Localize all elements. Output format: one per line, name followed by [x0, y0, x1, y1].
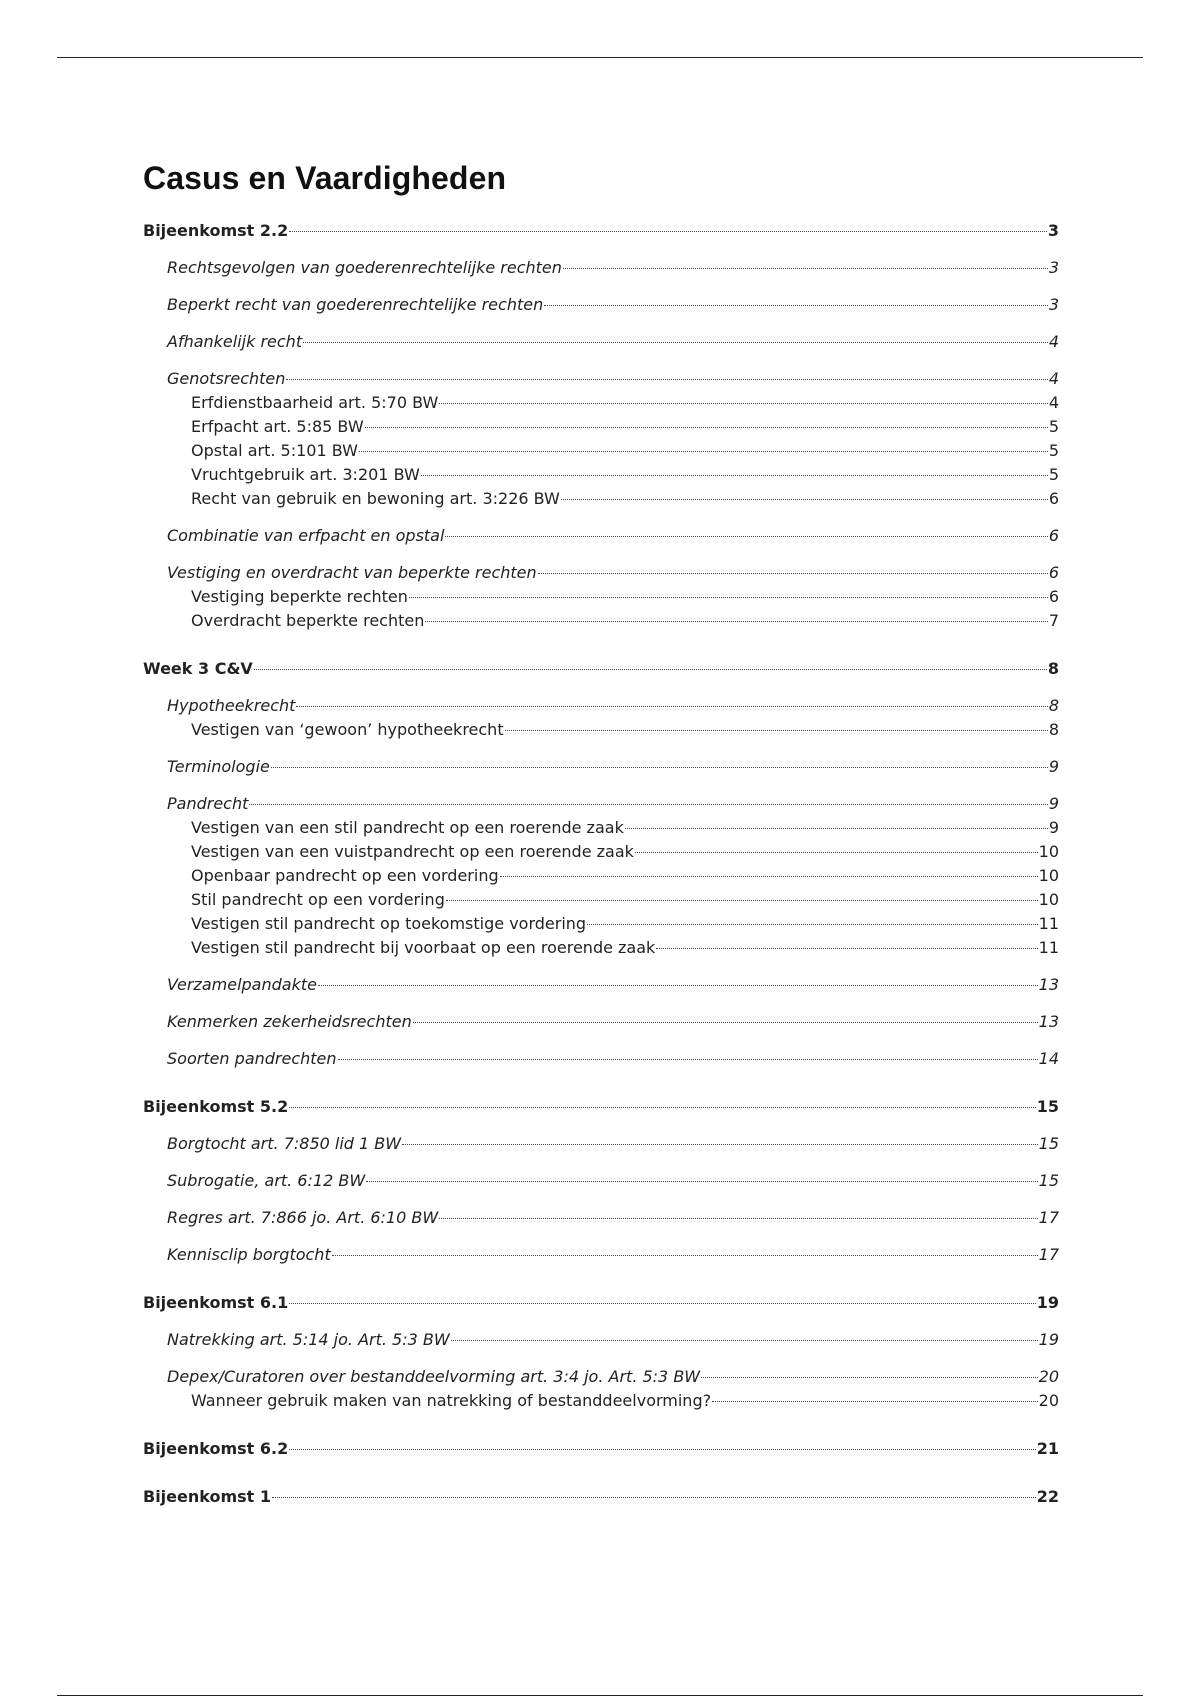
toc-dot-leader — [446, 900, 1038, 901]
toc-entry-level-2[interactable] — [143, 755, 1059, 779]
toc-entry-label: Recht van gebruik en bewoning art. 3:226 BW — [191, 489, 560, 508]
toc-entry-level-2[interactable] — [143, 1169, 1059, 1193]
toc-dot-leader — [359, 451, 1048, 452]
toc-entry-label: Kennisclip borgtocht — [167, 1245, 331, 1264]
toc-entry-label: Erfpacht art. 5:85 BW — [191, 417, 364, 436]
toc-entry-label: Afhankelijk recht — [167, 332, 303, 351]
toc-entry-label: Opstal art. 5:101 BW — [191, 441, 358, 460]
toc-dot-leader — [425, 621, 1047, 622]
toc-entry-level-3[interactable] — [143, 439, 1059, 463]
toc-dot-leader — [271, 767, 1048, 768]
toc-dot-leader — [365, 427, 1048, 428]
toc-entry-page-number: 19 — [1038, 1330, 1059, 1349]
toc-dot-leader — [538, 573, 1048, 574]
toc-entry-label: Pandrecht — [167, 794, 249, 813]
toc-entry-label: Beperkt recht van goederenrechtelijke rechten — [167, 295, 544, 314]
toc-entry-level-3[interactable] — [143, 816, 1059, 840]
toc-entry-level-2[interactable] — [143, 1243, 1059, 1267]
toc-dot-leader — [587, 924, 1038, 925]
toc-entry-level-3[interactable] — [143, 1389, 1059, 1413]
toc-entry-level-2[interactable] — [143, 973, 1059, 997]
footer-rule — [57, 1695, 1143, 1696]
toc-dot-leader — [563, 268, 1048, 269]
toc-entry-page-number: 9 — [1048, 794, 1059, 813]
toc-entry-page-number: 7 — [1048, 611, 1059, 630]
toc-entry-label: Rechtsgevolgen van goederenrechtelijke rechten — [167, 258, 562, 277]
toc-entry-page-number: 21 — [1036, 1439, 1059, 1458]
toc-dot-leader — [409, 597, 1048, 598]
toc-entry-label: Week 3 C&V — [143, 659, 253, 678]
toc-dot-leader — [625, 828, 1048, 829]
toc-entry-level-2[interactable] — [143, 367, 1059, 391]
toc-dot-leader — [413, 1022, 1038, 1023]
toc-entry-page-number: 5 — [1048, 417, 1059, 436]
toc-dot-leader — [439, 1218, 1037, 1219]
toc-dot-leader — [289, 231, 1047, 232]
toc-dot-leader — [445, 536, 1047, 537]
toc-entry-level-3[interactable] — [143, 585, 1059, 609]
toc-entry-label: Borgtocht art. 7:850 lid 1 BW — [167, 1134, 402, 1153]
toc-entry-level-3[interactable] — [143, 840, 1059, 864]
toc-entry-level-3[interactable] — [143, 718, 1059, 742]
toc-entry-page-number: 10 — [1038, 890, 1059, 909]
toc-dot-leader — [289, 1303, 1036, 1304]
toc-dot-leader — [500, 876, 1038, 877]
toc-entry-level-2[interactable] — [143, 792, 1059, 816]
toc-entry-label: Combinatie van erfpacht en opstal — [167, 526, 445, 545]
toc-entry-page-number: 15 — [1036, 1097, 1059, 1116]
toc-entry-page-number: 9 — [1048, 818, 1059, 837]
toc-dot-leader — [421, 475, 1048, 476]
toc-entry-page-number: 14 — [1038, 1049, 1059, 1068]
toc-dot-leader — [544, 305, 1048, 306]
toc-entry-label: Hypotheekrecht — [167, 696, 296, 715]
toc-entry-page-number: 6 — [1048, 563, 1059, 582]
toc-entry-label: Vestigen stil pandrecht bij voorbaat op een roerende zaak — [191, 938, 656, 957]
toc-dot-leader — [289, 1107, 1036, 1108]
toc-entry-level-2[interactable] — [143, 694, 1059, 718]
toc-dot-leader — [366, 1181, 1037, 1182]
toc-entry-page-number: 6 — [1048, 587, 1059, 606]
toc-entry-label: Natrekking art. 5:14 jo. Art. 5:3 BW — [167, 1330, 450, 1349]
toc-dot-leader — [712, 1401, 1038, 1402]
table-of-contents — [143, 219, 1059, 1509]
toc-entry-page-number: 8 — [1047, 659, 1059, 678]
toc-entry-page-number: 4 — [1048, 369, 1059, 388]
toc-entry-label: Genotsrechten — [167, 369, 286, 388]
toc-entry-label: Bijeenkomst 6.1 — [143, 1293, 289, 1312]
toc-entry-page-number: 15 — [1038, 1171, 1059, 1190]
toc-dot-leader — [439, 403, 1047, 404]
toc-entry-page-number: 3 — [1048, 295, 1059, 314]
toc-dot-leader — [505, 730, 1048, 731]
toc-dot-leader — [561, 499, 1048, 500]
toc-entry-label: Wanneer gebruik maken van natrekking of bestanddeelvorming? — [191, 1391, 712, 1410]
toc-entry-label: Verzamelpandakte — [167, 975, 317, 994]
toc-entry-page-number: 11 — [1038, 938, 1059, 957]
toc-entry-page-number: 10 — [1038, 866, 1059, 885]
toc-entry-level-2[interactable] — [143, 561, 1059, 585]
toc-entry-label: Terminologie — [167, 757, 270, 776]
document-title: Casus en Vaardigheden — [143, 160, 507, 196]
toc-dot-leader — [296, 706, 1047, 707]
toc-entry-page-number: 20 — [1038, 1367, 1059, 1386]
toc-entry-page-number: 4 — [1048, 332, 1059, 351]
toc-dot-leader — [332, 1255, 1038, 1256]
toc-entry-label: Vestigen van ‘gewoon’ hypotheekrecht — [191, 720, 504, 739]
toc-entry-level-2[interactable] — [143, 1132, 1059, 1156]
toc-entry-page-number: 8 — [1048, 696, 1059, 715]
toc-dot-leader — [289, 1449, 1036, 1450]
toc-entry-page-number: 22 — [1036, 1487, 1059, 1506]
toc-entry-level-3[interactable] — [143, 936, 1059, 960]
toc-entry-label: Stil pandrecht op een vordering — [191, 890, 445, 909]
toc-entry-label: Vestiging beperkte rechten — [191, 587, 408, 606]
header-rule — [57, 57, 1143, 58]
toc-dot-leader — [656, 948, 1037, 949]
toc-entry-label: Bijeenkomst 5.2 — [143, 1097, 289, 1116]
toc-dot-leader — [249, 804, 1047, 805]
toc-dot-leader — [635, 852, 1038, 853]
toc-entry-page-number: 6 — [1048, 526, 1059, 545]
toc-entry-level-3[interactable] — [143, 487, 1059, 511]
toc-entry-level-2[interactable] — [143, 1047, 1059, 1071]
toc-dot-leader — [303, 342, 1048, 343]
toc-entry-level-2[interactable] — [143, 1328, 1059, 1352]
toc-entry-level-1[interactable] — [143, 657, 1059, 681]
toc-entry-page-number: 13 — [1038, 975, 1059, 994]
toc-entry-level-3[interactable] — [143, 415, 1059, 439]
toc-dot-leader — [318, 985, 1038, 986]
toc-dot-leader — [338, 1059, 1038, 1060]
toc-dot-leader — [254, 669, 1047, 670]
toc-entry-label: Vestigen stil pandrecht op toekomstige vordering — [191, 914, 587, 933]
toc-entry-level-1[interactable] — [143, 1291, 1059, 1315]
toc-entry-level-2[interactable] — [143, 1010, 1059, 1034]
toc-entry-page-number: 10 — [1038, 842, 1059, 861]
toc-entry-label: Kenmerken zekerheidsrechten — [167, 1012, 412, 1031]
toc-entry-level-1[interactable] — [143, 1095, 1059, 1119]
toc-entry-page-number: 20 — [1038, 1391, 1059, 1410]
toc-entry-label: Soorten pandrechten — [167, 1049, 337, 1068]
toc-entry-level-3[interactable] — [143, 463, 1059, 487]
toc-entry-level-2[interactable] — [143, 1365, 1059, 1389]
toc-entry-page-number: 15 — [1038, 1134, 1059, 1153]
toc-entry-page-number: 4 — [1048, 393, 1059, 412]
toc-entry-label: Subrogatie, art. 6:12 BW — [167, 1171, 366, 1190]
toc-dot-leader — [701, 1377, 1038, 1378]
toc-entry-page-number: 5 — [1048, 441, 1059, 460]
toc-entry-label: Depex/Curatoren over bestanddeelvorming art. 3:4 jo. Art. 5:3 BW — [167, 1367, 701, 1386]
toc-entry-label: Regres art. 7:866 jo. Art. 6:10 BW — [167, 1208, 439, 1227]
toc-entry-level-2[interactable] — [143, 524, 1059, 548]
toc-entry-label: Bijeenkomst 2.2 — [143, 221, 289, 240]
toc-entry-page-number: 17 — [1038, 1245, 1059, 1264]
toc-entry-level-1[interactable] — [143, 1485, 1059, 1509]
toc-entry-level-2[interactable] — [143, 256, 1059, 280]
toc-dot-leader — [286, 379, 1047, 380]
toc-entry-page-number: 17 — [1038, 1208, 1059, 1227]
toc-entry-page-number: 5 — [1048, 465, 1059, 484]
toc-entry-label: Vestigen van een vuistpandrecht op een roerende zaak — [191, 842, 634, 861]
toc-entry-label: Vruchtgebruik art. 3:201 BW — [191, 465, 420, 484]
toc-entry-level-1[interactable] — [143, 219, 1059, 243]
toc-entry-page-number: 3 — [1048, 258, 1059, 277]
toc-entry-level-3[interactable] — [143, 888, 1059, 912]
toc-dot-leader — [272, 1497, 1036, 1498]
toc-entry-level-3[interactable] — [143, 609, 1059, 633]
toc-entry-page-number: 8 — [1048, 720, 1059, 739]
toc-entry-page-number: 3 — [1047, 221, 1059, 240]
toc-entry-label: Openbaar pandrecht op een vordering — [191, 866, 499, 885]
toc-dot-leader — [451, 1340, 1038, 1341]
toc-entry-level-2[interactable] — [143, 293, 1059, 317]
toc-entry-level-3[interactable] — [143, 912, 1059, 936]
toc-entry-label: Bijeenkomst 1 — [143, 1487, 272, 1506]
toc-entry-label: Vestiging en overdracht van beperkte rechten — [167, 563, 537, 582]
toc-entry-label: Erfdienstbaarheid art. 5:70 BW — [191, 393, 439, 412]
toc-entry-level-1[interactable] — [143, 1437, 1059, 1461]
document-page — [143, 160, 1059, 1509]
toc-entry-label: Bijeenkomst 6.2 — [143, 1439, 289, 1458]
toc-entry-page-number: 19 — [1036, 1293, 1059, 1312]
toc-entry-level-2[interactable] — [143, 1206, 1059, 1230]
toc-dot-leader — [402, 1144, 1038, 1145]
toc-entry-level-3[interactable] — [143, 864, 1059, 888]
toc-entry-page-number: 11 — [1038, 914, 1059, 933]
toc-entry-page-number: 13 — [1038, 1012, 1059, 1031]
toc-entry-label: Vestigen van een stil pandrecht op een roerende zaak — [191, 818, 624, 837]
toc-entry-page-number: 9 — [1048, 757, 1059, 776]
toc-entry-level-2[interactable] — [143, 330, 1059, 354]
toc-entry-level-3[interactable] — [143, 391, 1059, 415]
toc-entry-label: Overdracht beperkte rechten — [191, 611, 425, 630]
toc-entry-page-number: 6 — [1048, 489, 1059, 508]
